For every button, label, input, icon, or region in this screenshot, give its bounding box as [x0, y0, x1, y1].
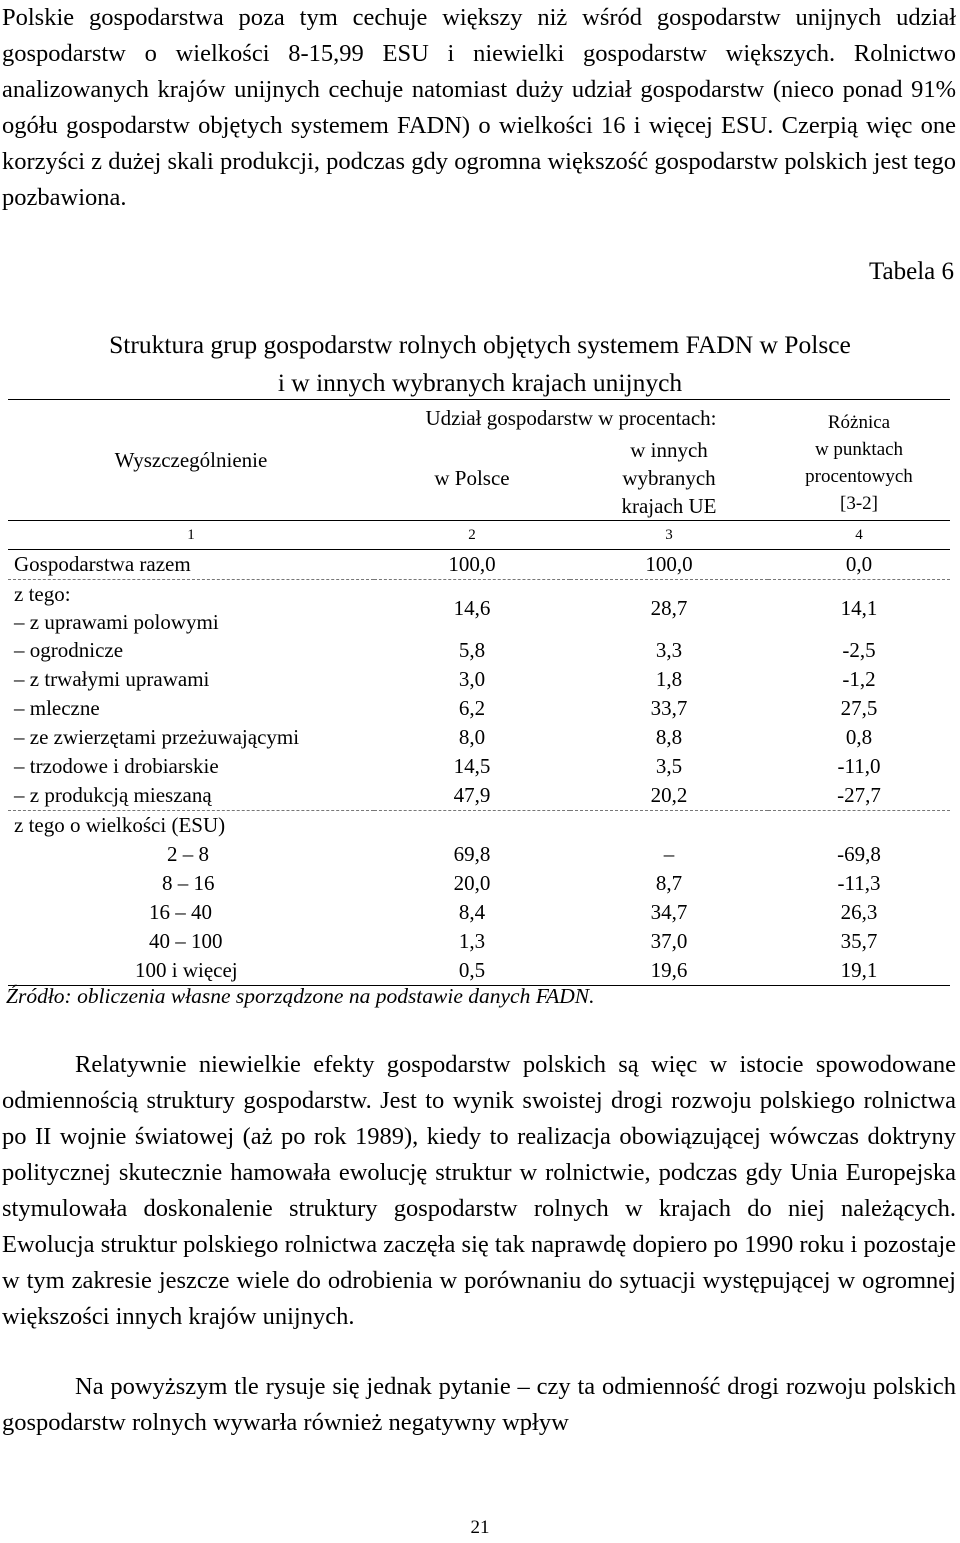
header-other-eu — [570, 436, 768, 521]
column-number-2: 2 — [374, 521, 570, 550]
header-difference-line-1: Różnica — [827, 412, 891, 433]
column-number-4: 4 — [768, 521, 950, 550]
cell-other-eu: 33,7 — [650, 696, 688, 720]
table-label: Tabela 6 — [868, 258, 954, 285]
row-label: 16 – 40 — [149, 900, 212, 924]
cell-poland: 8,4 — [458, 900, 486, 924]
table-row-type-3 — [8, 694, 950, 723]
cell-other-eu: 3,5 — [655, 754, 683, 778]
cell-other-eu: 3,3 — [655, 638, 683, 662]
table-title-line-1: Struktura grup gospodarstw rolnych objętych systemem FADN w Polsce — [109, 330, 851, 359]
cell-difference: -2,5 — [842, 638, 876, 662]
cell-difference: -27,7 — [768, 781, 950, 811]
table-row-type-5 — [8, 752, 950, 781]
row-label: – z produkcją mieszaną — [8, 781, 374, 811]
row-label: 2 – 8 — [167, 842, 209, 866]
table-row-type-2 — [8, 665, 950, 694]
type-label: – z uprawami polowymi — [14, 610, 219, 634]
cell-other-eu: 100,0 — [570, 550, 768, 580]
table-row-size-4 — [8, 956, 950, 986]
table-row-type-6 — [8, 781, 950, 811]
table-row-size-0 — [8, 840, 950, 869]
header-difference — [768, 400, 950, 521]
row-label: Gospodarstwa razem — [8, 550, 374, 580]
header-difference-line-2: w punktach — [814, 439, 904, 460]
table-row-type-1 — [8, 636, 950, 665]
table-row-type-4 — [8, 723, 950, 752]
header-difference-line-3: procentowych — [805, 466, 913, 487]
row-label: 40 – 100 — [149, 929, 223, 953]
cell-other-eu: 37,0 — [650, 929, 688, 953]
table-title — [0, 326, 960, 402]
cell-poland: 69,8 — [453, 842, 491, 866]
cell-other-eu: 8,8 — [655, 725, 683, 749]
cell-other-eu: 28,7 — [650, 595, 688, 620]
cell-poland: 14,5 — [453, 754, 491, 778]
header-specification: Wyszczególnienie — [8, 400, 374, 521]
cell-difference: -11,3 — [837, 871, 881, 895]
header-other-eu-line-1: w innych — [630, 438, 708, 462]
cell-poland: 8,0 — [458, 725, 486, 749]
table-row-size-heading — [8, 811, 950, 841]
row-label: – mleczne — [14, 696, 100, 720]
page-number: 21 — [470, 1517, 490, 1538]
table-row-size-3 — [8, 927, 950, 956]
column-number-3: 3 — [570, 521, 768, 550]
cell-poland: 3,0 — [458, 667, 486, 691]
cell-other-eu: 8,7 — [655, 871, 683, 895]
header-difference-line-4: [3-2] — [840, 493, 878, 514]
cell-other-eu: 20,2 — [570, 781, 768, 811]
cell-difference: 14,1 — [840, 595, 878, 620]
row-label — [8, 580, 374, 637]
size-heading: z tego o wielkości (ESU) — [14, 813, 226, 837]
cell-other-eu: 34,7 — [650, 900, 688, 924]
row-label: 100 i więcej — [8, 956, 374, 986]
table-title-line-2: i w innych wybranych krajach unijnych — [277, 368, 683, 397]
cell-poland: 100,0 — [374, 550, 570, 580]
cell-poland: 0,5 — [374, 956, 570, 986]
cell-difference: -1,2 — [842, 667, 876, 691]
cell-difference: -69,8 — [837, 842, 881, 866]
cell-difference: 19,1 — [768, 956, 950, 986]
body-paragraph-main: Relatywnie niewielkie efekty gospodarstw polskich są więc w istocie spowodowane odmiennością struktury gospodarstw. Jest to wynik swoistej drogi rozwoju polskiego rolnictwa po II wojnie światowej (aż po rok 1989), kiedy to realizacja obowiązującej wówczas doktryny politycznej skutecznie hamowała ewolucję struktur w rolnictwie, podczas gdy Unia Europejska stymulowała doskonalenie struktury gospodarstw rolnych w krajach do niej należących. Ewolucja struktur polskiego rolnictwa zaczęła się tak naprawdę dopiero po 1990 roku i pozostaje w tym zakresie jeszcze wiele do odrobienia w porównaniu do sytuacji występującej w ogromnej większości innych krajów unijnych. — [2, 1051, 956, 1330]
row-label: – ze zwierzętami przeżuwającymi — [14, 725, 300, 749]
table-row-type-0 — [8, 580, 950, 637]
cell-poland: 5,8 — [458, 638, 486, 662]
farm-structure-table — [8, 399, 950, 986]
column-number-1: 1 — [8, 521, 374, 550]
cell-other-eu: 19,6 — [570, 956, 768, 986]
table-source-note: Źródło: obliczenia własne sporządzone na podstawie danych FADN. — [6, 984, 595, 1008]
cell-difference: 35,7 — [840, 929, 878, 953]
row-label: – z trwałymi uprawami — [14, 667, 210, 691]
header-other-eu-line-2: wybranych — [622, 466, 716, 490]
cell-difference: 0,0 — [768, 550, 950, 580]
header-share-group: Udział gospodarstw w procentach: — [374, 400, 768, 437]
body-paragraph-intro: Polskie gospodarstwa poza tym cechuje większy niż wśród gospodarstw unijnych udział gospodarstw o wielkości 8-15,99 ESU i niewielki gospodarstw większych. Rolnictwo analizowanych krajów unijnych cechuje natomiast duży udział gospodarstw (nieco ponad 91% ogółu gospodarstw objętych systemem FADN) o wielkości 16 i więcej ESU. Czerpią więc one korzyści z dużej skali produkcji, podczas gdy ogromna większość gospodarstw polskich jest tego pozbawiona. — [2, 4, 956, 211]
cell-poland: 20,0 — [453, 871, 491, 895]
cell-difference: 0,8 — [845, 725, 873, 749]
cell-other-eu: 1,8 — [655, 667, 683, 691]
row-label: 8 – 16 — [162, 871, 215, 895]
row-label: – ogrodnicze — [14, 638, 124, 662]
header-other-eu-line-3: krajach UE — [621, 494, 717, 518]
header-poland: w Polsce — [434, 466, 510, 490]
body-paragraph-continued: Na powyższym tle rysuje się jednak pytanie – czy ta odmienność drogi rozwoju polskich gospodarstw rolnych wywarła również negatywny wpływ — [2, 1373, 956, 1436]
cell-difference: 27,5 — [840, 696, 878, 720]
cell-poland: 1,3 — [458, 929, 486, 953]
cell-difference: -11,0 — [837, 754, 881, 778]
type-heading: z tego: — [14, 582, 71, 606]
table-row-size-1 — [8, 869, 950, 898]
cell-poland: 47,9 — [374, 781, 570, 811]
cell-poland: 6,2 — [458, 696, 486, 720]
table-row-size-2 — [8, 898, 950, 927]
cell-other-eu: – — [663, 842, 675, 866]
table-row-total — [8, 550, 950, 580]
cell-difference: 26,3 — [840, 900, 878, 924]
row-label: – trzodowe i drobiarskie — [14, 754, 219, 778]
cell-poland: 14,6 — [453, 595, 491, 620]
